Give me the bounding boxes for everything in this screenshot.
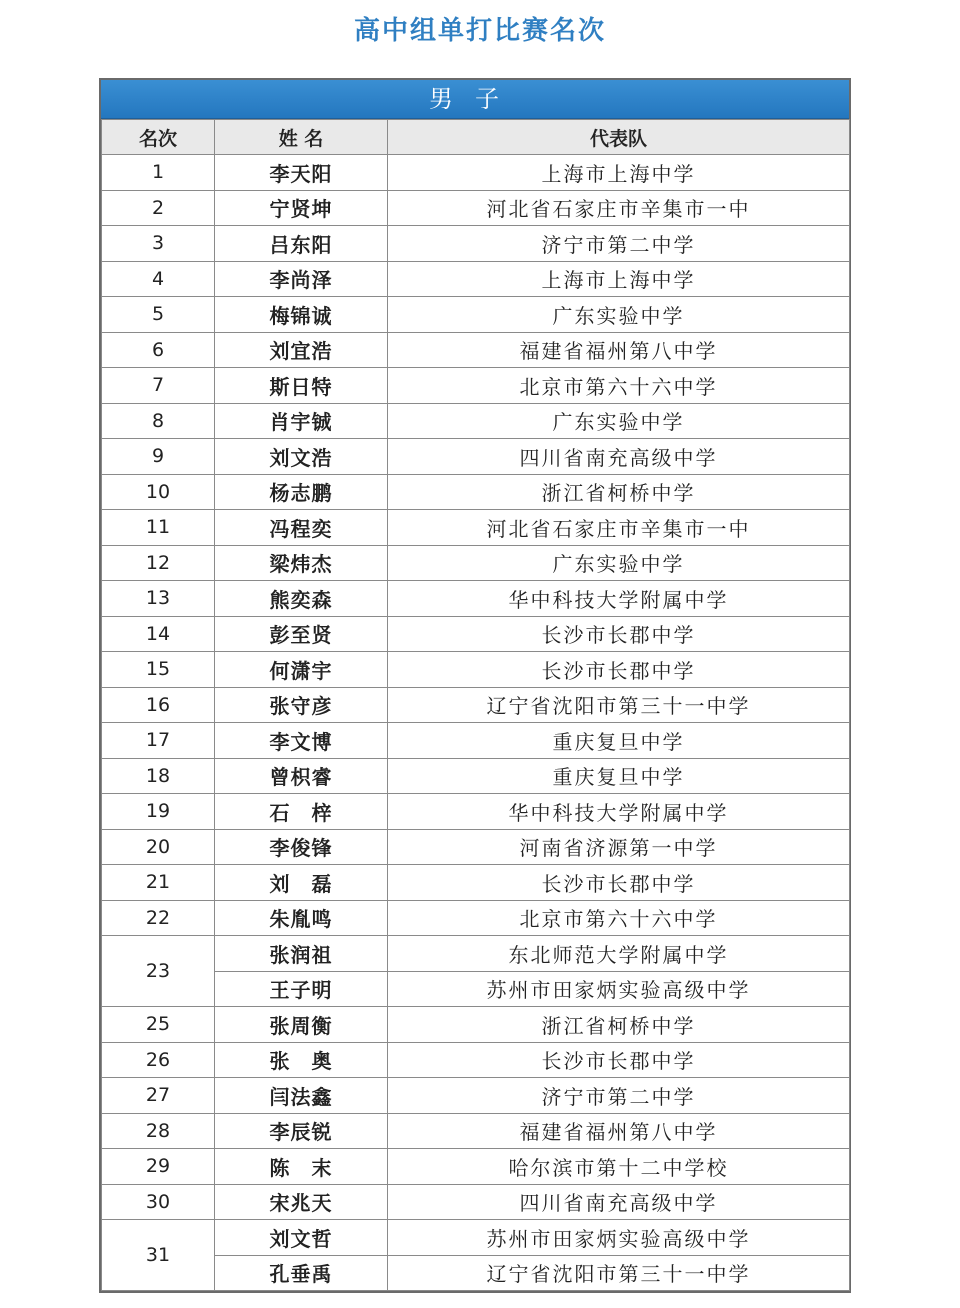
rank-cell: 27	[102, 1078, 215, 1114]
player-name-cell: 闫法鑫	[215, 1078, 388, 1114]
team-cell: 长沙市长郡中学	[388, 865, 850, 901]
player-name-cell: 陈 末	[215, 1149, 388, 1185]
rank-cell: 14	[102, 616, 215, 652]
team-cell: 北京市第六十六中学	[388, 900, 850, 936]
rankings-table	[99, 78, 851, 1293]
team-cell: 广东实验中学	[388, 545, 850, 581]
team-cell: 福建省福州第八中学	[388, 1113, 850, 1149]
player-name-cell: 刘宜浩	[215, 332, 388, 368]
rank-cell: 12	[102, 545, 215, 581]
rank-cell: 11	[102, 510, 215, 546]
rank-cell: 18	[102, 758, 215, 794]
rank-cell: 5	[102, 297, 215, 333]
player-name-cell: 吕东阳	[215, 226, 388, 262]
team-cell: 重庆复旦中学	[388, 758, 850, 794]
table-row	[102, 474, 850, 510]
table-row	[102, 581, 850, 617]
team-cell: 河北省石家庄市辛集市一中	[388, 190, 850, 226]
team-cell: 辽宁省沈阳市第三十一中学	[388, 687, 850, 723]
player-name-cell: 李俊锋	[215, 829, 388, 865]
rank-cell: 8	[102, 403, 215, 439]
rank-cell: 23	[102, 936, 215, 1007]
team-cell: 济宁市第二中学	[388, 1078, 850, 1114]
table-row	[102, 616, 850, 652]
table-row	[102, 1113, 850, 1149]
table-row	[102, 829, 850, 865]
table-row	[102, 794, 850, 830]
table-row	[102, 758, 850, 794]
rank-cell: 15	[102, 652, 215, 688]
team-cell: 华中科技大学附属中学	[388, 581, 850, 617]
table-row	[102, 190, 850, 226]
player-name-cell: 何潇宇	[215, 652, 388, 688]
team-cell: 重庆复旦中学	[388, 723, 850, 759]
team-cell: 华中科技大学附属中学	[388, 794, 850, 830]
table-row	[102, 1149, 850, 1185]
player-name-cell: 冯程奕	[215, 510, 388, 546]
team-cell: 四川省南充高级中学	[388, 1184, 850, 1220]
table-row	[102, 865, 850, 901]
player-name-cell: 梅锦诚	[215, 297, 388, 333]
player-name-cell: 李尚泽	[215, 261, 388, 297]
rank-cell: 3	[102, 226, 215, 262]
table-row	[102, 226, 850, 262]
rank-cell: 4	[102, 261, 215, 297]
table-row	[102, 403, 850, 439]
rank-cell: 13	[102, 581, 215, 617]
table-row	[102, 936, 850, 972]
team-cell: 福建省福州第八中学	[388, 332, 850, 368]
rank-cell: 2	[102, 190, 215, 226]
table-row	[102, 687, 850, 723]
player-name-cell: 曾枳睿	[215, 758, 388, 794]
player-name-cell: 熊奕森	[215, 581, 388, 617]
player-name-cell: 梁炜杰	[215, 545, 388, 581]
table-row	[102, 900, 850, 936]
table-row	[102, 545, 850, 581]
team-cell: 上海市上海中学	[388, 261, 850, 297]
team-cell: 北京市第六十六中学	[388, 368, 850, 404]
rank-cell: 25	[102, 1007, 215, 1043]
table-row	[102, 1007, 850, 1043]
player-name-cell: 斯日特	[215, 368, 388, 404]
table-row	[102, 1255, 850, 1291]
player-name-cell: 杨志鹏	[215, 474, 388, 510]
player-name-cell: 李天阳	[215, 155, 388, 191]
team-cell: 济宁市第二中学	[388, 226, 850, 262]
rank-cell: 9	[102, 439, 215, 475]
player-name-cell: 王子明	[215, 971, 388, 1007]
rank-cell: 1	[102, 155, 215, 191]
team-cell: 上海市上海中学	[388, 155, 850, 191]
table-row	[102, 332, 850, 368]
team-cell: 广东实验中学	[388, 403, 850, 439]
table-row	[102, 155, 850, 191]
team-cell: 河南省济源第一中学	[388, 829, 850, 865]
rank-cell: 22	[102, 900, 215, 936]
page-title: 高中组单打比赛名次	[353, 16, 606, 46]
team-cell: 苏州市田家炳实验高级中学	[388, 1220, 850, 1256]
team-cell: 浙江省柯桥中学	[388, 474, 850, 510]
table-row	[102, 297, 850, 333]
rank-cell: 20	[102, 829, 215, 865]
table-row	[102, 510, 850, 546]
rank-cell: 28	[102, 1113, 215, 1149]
rank-cell: 21	[102, 865, 215, 901]
player-name-cell: 孔垂禹	[215, 1255, 388, 1291]
rank-cell: 19	[102, 794, 215, 830]
team-cell: 河北省石家庄市辛集市一中	[388, 510, 850, 546]
rank-cell: 16	[102, 687, 215, 723]
team-cell: 苏州市田家炳实验高级中学	[388, 971, 850, 1007]
player-name-cell: 朱胤鸣	[215, 900, 388, 936]
player-name-cell: 宋兆天	[215, 1184, 388, 1220]
player-name-cell: 张周衡	[215, 1007, 388, 1043]
table-row	[102, 971, 850, 1007]
rank-cell: 7	[102, 368, 215, 404]
table-row	[102, 439, 850, 475]
column-header-team: 代表队	[388, 120, 850, 155]
rank-cell: 30	[102, 1184, 215, 1220]
table-row	[102, 1078, 850, 1114]
column-header-rank: 名次	[102, 120, 215, 155]
team-cell: 辽宁省沈阳市第三十一中学	[388, 1255, 850, 1291]
player-name-cell: 石 梓	[215, 794, 388, 830]
rank-cell: 10	[102, 474, 215, 510]
table-row	[102, 1184, 850, 1220]
player-name-cell: 彭至贤	[215, 616, 388, 652]
player-name-cell: 张润祖	[215, 936, 388, 972]
team-cell: 四川省南充高级中学	[388, 439, 850, 475]
team-cell: 长沙市长郡中学	[388, 616, 850, 652]
table-row	[102, 368, 850, 404]
rank-cell: 26	[102, 1042, 215, 1078]
player-name-cell: 宁贤坤	[215, 190, 388, 226]
team-cell: 长沙市长郡中学	[388, 1042, 850, 1078]
team-cell: 广东实验中学	[388, 297, 850, 333]
results-table	[101, 119, 850, 1291]
rank-cell: 29	[102, 1149, 215, 1185]
column-header-name: 姓 名	[215, 120, 388, 155]
team-cell: 浙江省柯桥中学	[388, 1007, 850, 1043]
player-name-cell: 张守彦	[215, 687, 388, 723]
team-cell: 长沙市长郡中学	[388, 652, 850, 688]
rank-cell: 17	[102, 723, 215, 759]
section-header-men: 男子	[101, 80, 849, 119]
player-name-cell: 肖宇铖	[215, 403, 388, 439]
table-row	[102, 1042, 850, 1078]
table-row	[102, 723, 850, 759]
team-cell: 哈尔滨市第十二中学校	[388, 1149, 850, 1185]
table-row	[102, 652, 850, 688]
player-name-cell: 李文博	[215, 723, 388, 759]
rank-cell: 31	[102, 1220, 215, 1291]
player-name-cell: 刘文哲	[215, 1220, 388, 1256]
player-name-cell: 刘 磊	[215, 865, 388, 901]
player-name-cell: 刘文浩	[215, 439, 388, 475]
table-row	[102, 1220, 850, 1256]
rank-cell: 6	[102, 332, 215, 368]
header-row	[102, 120, 850, 155]
team-cell: 东北师范大学附属中学	[388, 936, 850, 972]
player-name-cell: 张 奥	[215, 1042, 388, 1078]
table-row	[102, 261, 850, 297]
player-name-cell: 李辰锐	[215, 1113, 388, 1149]
